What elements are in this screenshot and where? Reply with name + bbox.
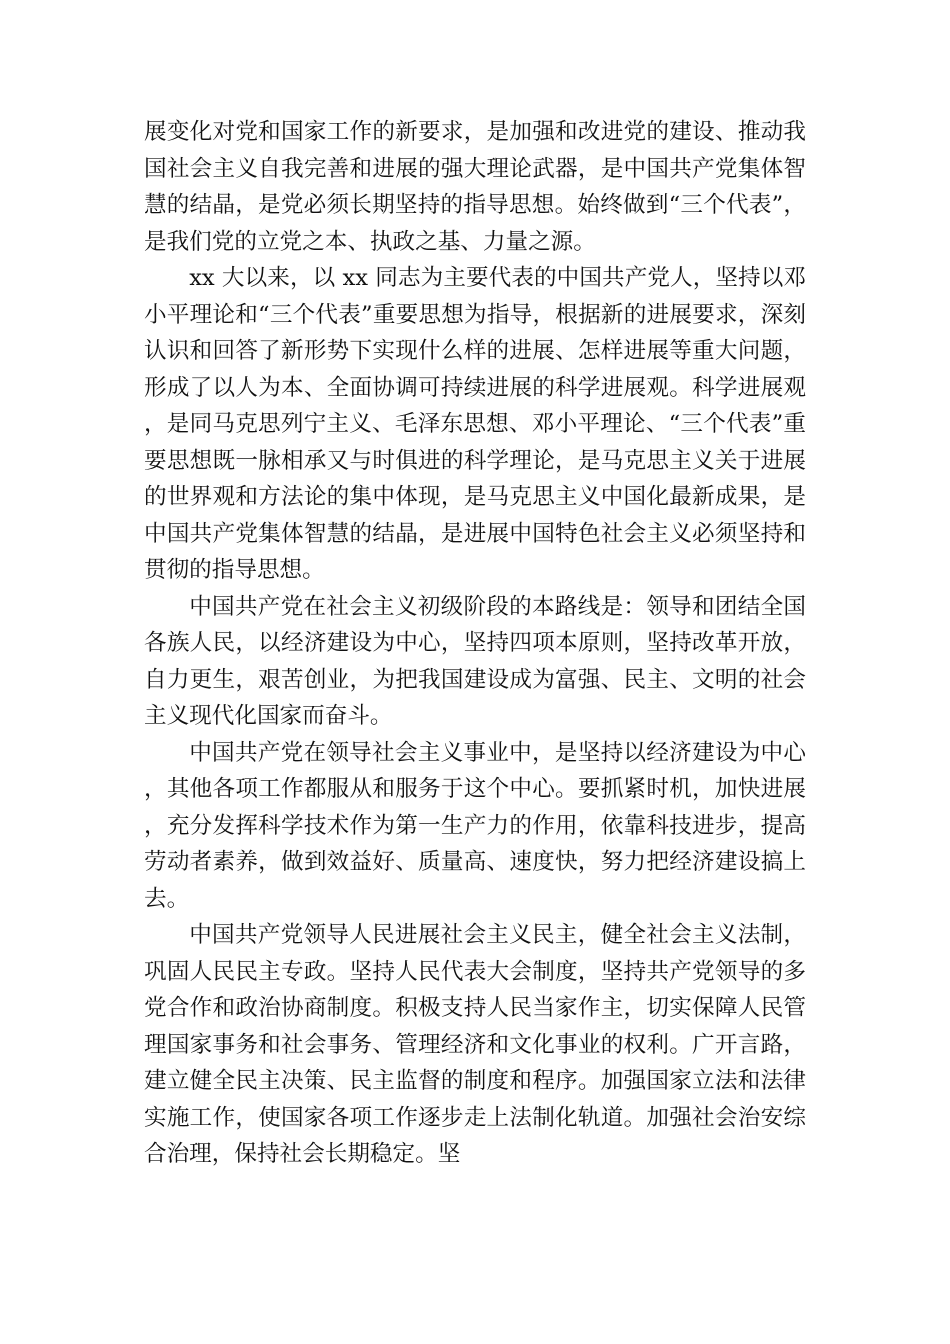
paragraph-5: 中国共产党领导人民进展社会主义民主，健全社会主义法制，巩固人民民主专政。坚持人民代表大会制度，坚持共产党领导的多党合作和政治协商制度。积极支持人民当家作主，切实保障人民管理国家事务和社会事务、管理经济和文化事业的权利。广开言路，建立健全民主决策、民主监督的制度和程序。加强国家立法和法律实施工作，使国家各项工作逐步走上法制化轨道。加强社会治安综合治理，保持社会长期稳定。坚 bbox=[144, 922, 806, 1167]
paragraph-4: 中国共产党在领导社会主义事业中，是坚持以经济建设为中心，其他各项工作都服从和服务于这个中心。要抓紧时机，加快进展，充分发挥科学技术作为第一生产力的作用，依靠科技进步，提高劳动者素养，做到效益好、质量高、速度快，努力把经济建设搞上去。 bbox=[144, 739, 806, 912]
document-body bbox=[144, 114, 806, 1173]
paragraph-3: 中国共产党在社会主义初级阶段的本路线是：领导和团结全国各族人民，以经济建设为中心，坚持四项本原则，坚持改革开放，自力更生，艰苦创业，为把我国建设成为富强、民主、文明的社会主义现代化国家而奋斗。 bbox=[144, 593, 806, 729]
paragraph-2: xx 大以来，以 xx 同志为主要代表的中国共产党人，坚持以邓小平理论和“三个代表”重要思想为指导，根据新的进展要求，深刻认识和回答了新形势下实现什么样的进展、怎样进展等重大问题，形成了以人为本、全面协调可持续进展的科学进展观。科学进展观，是同马克思列宁主义、毛泽东思想、邓小平理论、“三个代表”重要思想既一脉相承又与时俱进的科学理论，是马克思主义关于进展的世界观和方法论的集中体现，是马克思主义中国化最新成果，是中国共产党集体智慧的结晶，是进展中国特色社会主义必须坚持和贯彻的指导思想。 bbox=[144, 265, 806, 583]
paragraph-1: 展变化对党和国家工作的新要求，是加强和改进党的建设、推动我国社会主义自我完善和进展的强大理论武器，是中国共产党集体智慧的结晶，是党必须长期坚持的指导思想。始终做到“三个代表”，是我们党的立党之本、执政之基、力量之源。 bbox=[144, 119, 806, 255]
